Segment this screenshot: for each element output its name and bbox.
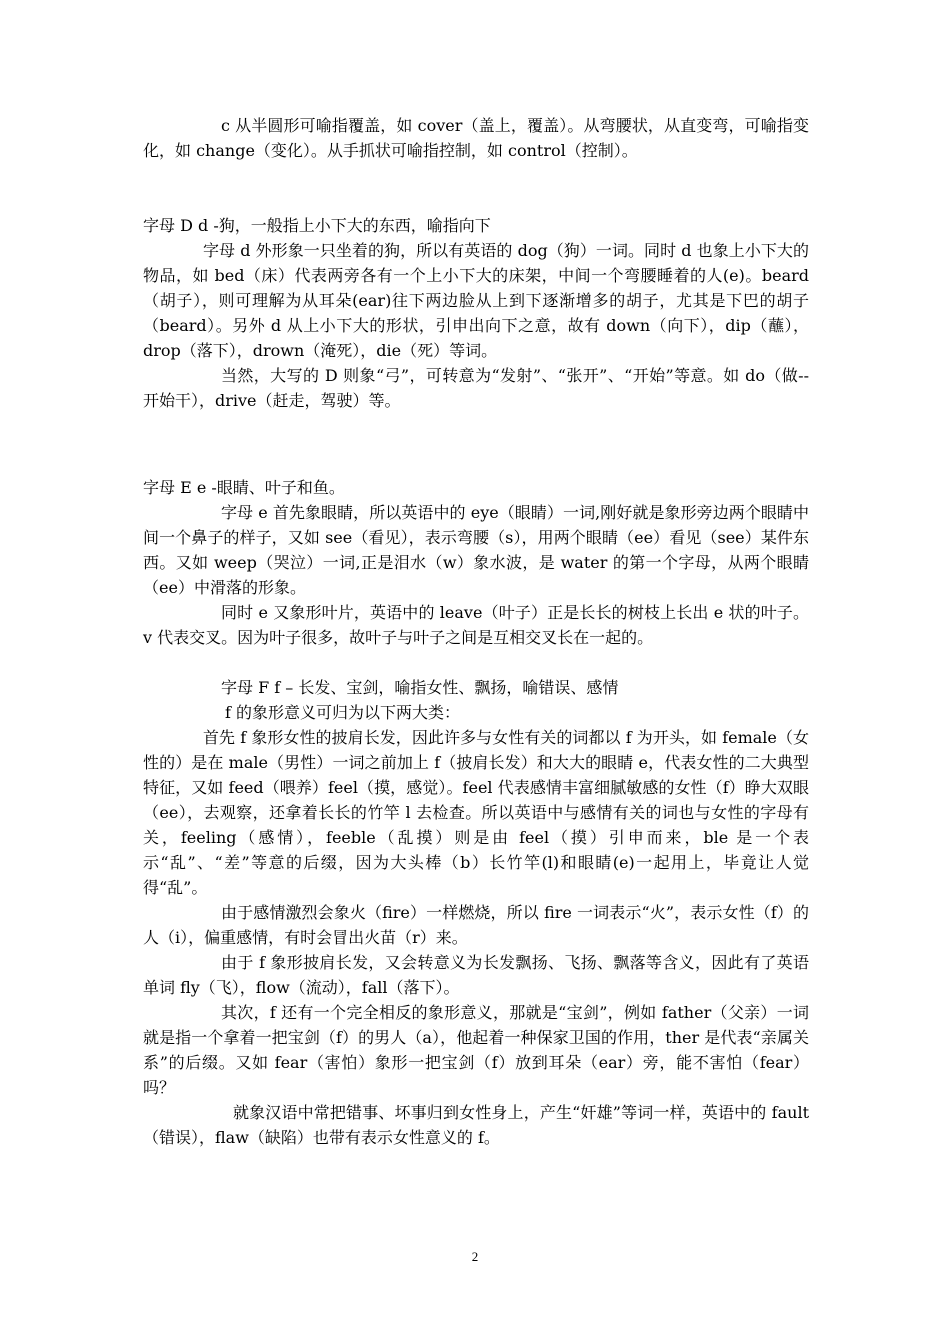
paragraph-e-leaf: 同时 e 又象形叶片，英语中的 leave（叶子）正是长长的树枝上长出 e 状的叶子。v 代表交叉。因为叶子很多，故叶子与叶子之间是互相交叉长在一起的。 [143, 603, 809, 647]
paragraph-e-eye: 字母 e 首先象眼睛，所以英语中的 eye（眼睛）一词,刚好就是象形旁边两个眼睛中间一个鼻子的样子，又如 see（看见），表示弯腰（s），用两个眼睛（ee）看见（see）某件东西。又如 weep（哭泣）一词,正是泪水（w）象水波，是 water 的第一个字母，从两个眼睛（ee）中滑落的形象。 [143, 503, 809, 597]
paragraph-f-female: 首先 f 象形女性的披肩长发，因此许多与女性有关的词都以 f 为开头，如 female（女性的）是在 male（男性）一词之前加上 f（披肩长发）和大大的眼睛 e，代表女性的二大典型特征，又如 feed（喂养）feel（摸，感觉）。feel 代表感情丰富细腻敏感的女性（f）睁大双眼（ee），去观察，还拿着长长的竹竿 l 去检查。所以英语中与感情有关的词也与女性的字母有关，feeling（感情），feeble（乱摸）则是由 feel（摸）引申而来，ble 是一个表示“乱”、“差”等意的后缀，因为大头棒（b）长竹竿(l)和眼睛(e)一起用上，毕竟让人觉得“乱”。 [143, 728, 809, 897]
heading-letter-e: 字母 E e -眼睛、叶子和鱼。 [143, 478, 345, 497]
paragraph-d-dog: 字母 d 外形象一只坐着的狗，所以有英语的 dog（狗）一词。同时 d 也象上小下大的物品，如 bed（床）代表两旁各有一个上小下大的床架，中间一个弯腰睡着的人(e)。beard（胡子），则可理解为从耳朵(ear)往下两边脸从上到下逐渐增多的胡子，尤其是下巴的胡子（beard）。另外 d 从上小下大的形状，引申出向下之意，故有 down（向下），dip（蘸），drop（落下），drown（淹死），die（死）等词。 [143, 241, 809, 360]
paragraph-d-bow: 当然，大写的 D 则象“弓”，可转意为“发射”、“张开”、“开始”等意。如 do（做--开始干），drive（赶走，驾驶）等。 [143, 366, 809, 410]
section-spacer [143, 413, 809, 475]
paragraph-f-fault: 就象汉语中常把错事、坏事归到女性身上，产生“奸雄”等词一样，英语中的 fault（错误），flaw（缺陷）也带有表示女性意义的 f。 [143, 1103, 809, 1147]
heading-letter-f: 字母 F f – 长发、宝剑，喻指女性、飘扬，喻错误、感情 [221, 678, 619, 697]
paragraph-f-intro: f 的象形意义可归为以下两大类： [225, 703, 461, 722]
document-body [143, 113, 809, 1150]
paragraph-f-fly: 由于 f 象形披肩长发，又会转意义为长发飘扬、飞扬、飘落等含义，因此有了英语单词 fly（飞），flow（流动），fall（落下）。 [143, 953, 809, 997]
section-spacer [143, 163, 809, 213]
heading-letter-d: 字母 D d -狗，一般指上小下大的东西，喻指向下 [143, 216, 491, 235]
paragraph-c-cover: c 从半圆形可喻指覆盖，如 cover（盖上，覆盖）。从弯腰状，从直变弯，可喻指变化，如 change（变化）。从手抓状可喻指控制，如 control（控制）。 [143, 116, 809, 160]
paragraph-f-fire: 由于感情激烈会象火（fire）一样燃烧，所以 fire 一词表示“火”，表示女性（f）的人（i），偏重感情，有时会冒出火苗（r）来。 [143, 903, 809, 947]
page-number: 2 [471, 1249, 479, 1264]
section-spacer [143, 650, 809, 675]
paragraph-f-sword: 其次，f 还有一个完全相反的象形意义，那就是“宝剑”，例如 father（父亲）一词就是指一个拿着一把宝剑（f）的男人（a），他起着一种保家卫国的作用，ther 是代表“亲属关系”的后缀。又如 fear（害怕）象形一把宝剑（f）放到耳朵（ear）旁，能不害怕（fear）吗？ [143, 1003, 809, 1097]
